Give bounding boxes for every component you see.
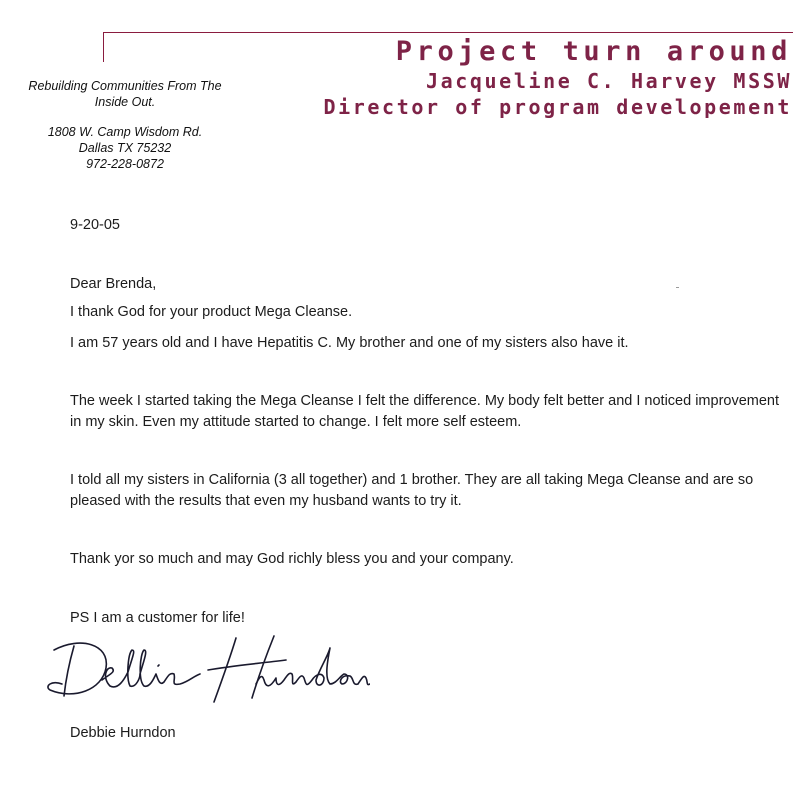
letterhead-header <box>323 36 792 120</box>
letterhead-rule <box>103 32 793 33</box>
paragraph-2: I am 57 years old and I have Hepatitis C. My brother and one of my sisters also have it. <box>70 335 629 351</box>
handwritten-signature <box>40 628 370 708</box>
phone-number: 972-228-0872 <box>86 157 164 171</box>
letter-date: 9-20-05 <box>70 217 120 233</box>
paragraph-3: The week I started taking the Mega Cleanse I felt the difference. My body felt better and I noticed improvement in my skin. Even my attitude started to change. I felt more self esteem. <box>70 393 780 430</box>
salutation: Dear Brenda, <box>70 276 157 292</box>
scan-speck <box>676 287 679 288</box>
address-street: 1808 W. Camp Wisdom Rd. <box>47 125 203 139</box>
postscript: PS I am a customer for life! <box>70 610 245 626</box>
tagline-line-2: Inside Out. <box>94 95 156 109</box>
letterhead-rule-corner <box>103 32 104 62</box>
organization-name: Project turn around <box>395 36 792 67</box>
tagline-line-1: Rebuilding Communities From The <box>28 79 222 93</box>
address-city: Dallas TX 75232 <box>78 141 172 155</box>
letterhead-address-block <box>14 78 236 172</box>
director-title: Director of program developement <box>323 95 792 119</box>
director-name: Jacqueline C. Harvey MSSW <box>425 69 792 93</box>
paragraph-1: I thank God for your product Mega Cleanse. <box>70 304 353 320</box>
paragraph-4: I told all my sisters in California (3 all together) and 1 brother. They are all taking Mega Cleanse and are so pleased with the results that even my husband wants to try it. <box>70 472 754 509</box>
signer-name: Debbie Hurndon <box>70 725 176 741</box>
paragraph-5: Thank yor so much and may God richly bless you and your company. <box>70 551 514 567</box>
